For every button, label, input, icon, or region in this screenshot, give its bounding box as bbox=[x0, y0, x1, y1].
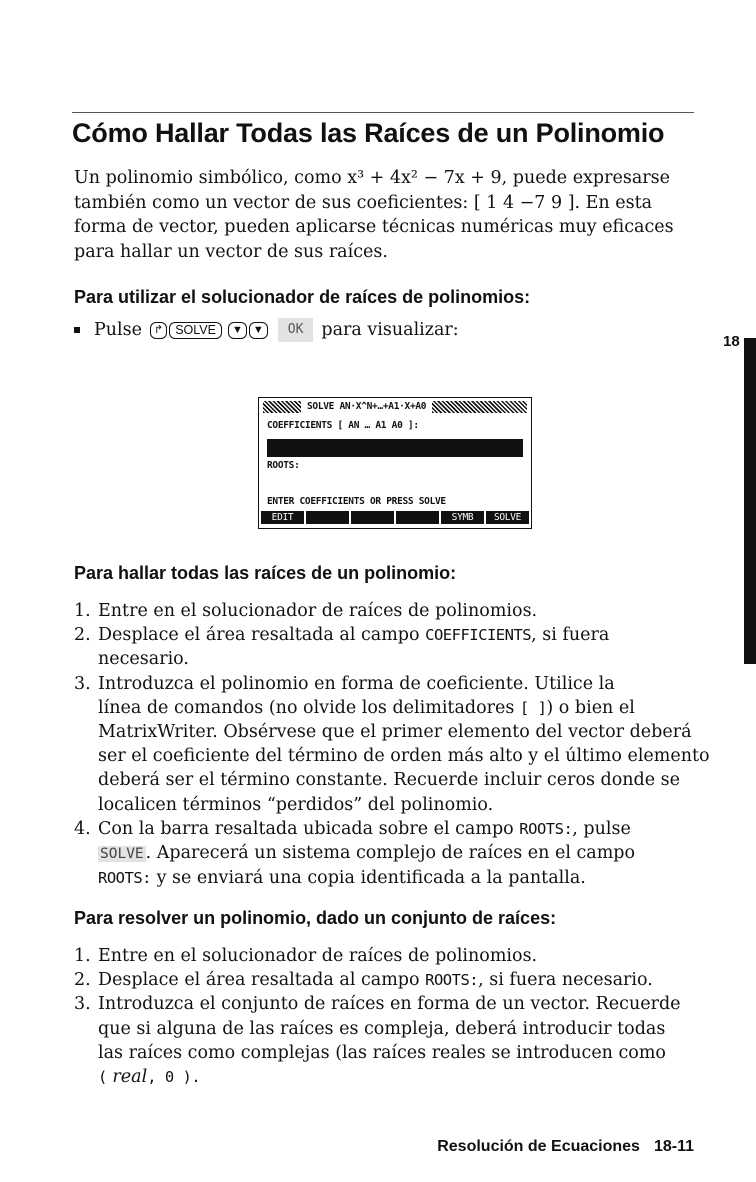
tail-text: para visualizar: bbox=[321, 320, 459, 340]
list-item bbox=[74, 992, 681, 1089]
step-text: MatrixWriter. Obsérvese que el primer elemento del vector deberá bbox=[98, 722, 692, 743]
intro-line: forma de vector, pueden aplicarse técnicas numéricas muy eficaces bbox=[74, 217, 674, 237]
page-title: Cómo Hallar Todas las Raíces de un Polinomio bbox=[72, 118, 665, 148]
step-text: Desplace el área resaltada al campo bbox=[98, 625, 420, 646]
step-text: Con la barra resaltada ubicada sobre el campo bbox=[98, 818, 514, 839]
step-text: localicen términos “perdidos” del polinomio. bbox=[98, 794, 494, 815]
symb-softkey[interactable]: SYMB bbox=[441, 511, 484, 524]
complex-code: , 0 ). bbox=[147, 1068, 201, 1087]
section-heading-find-roots: Para hallar todas las raíces de un polinomio: bbox=[74, 563, 457, 583]
step-number: 2. bbox=[74, 970, 91, 991]
step-text: Desplace el área resaltada al campo bbox=[98, 970, 420, 991]
ok-softkey: OK bbox=[278, 318, 314, 342]
step-text: Introduzca el polinomio en forma de coeficiente. Utilice la bbox=[98, 673, 615, 694]
list-item bbox=[74, 968, 681, 992]
hatch-pattern-icon bbox=[432, 401, 527, 413]
solve-from-roots-steps bbox=[74, 944, 681, 1089]
step-number: 3. bbox=[74, 994, 91, 1015]
softkey-menu bbox=[261, 511, 529, 524]
step-number: 3. bbox=[74, 673, 91, 694]
list-item bbox=[74, 623, 710, 671]
step-text: deberá ser el término constante. Recuerde incluir ceros donde se bbox=[98, 770, 680, 791]
step-number: 1. bbox=[74, 946, 91, 966]
field-name-code: ROOTS: bbox=[425, 971, 479, 990]
paren-code: ( bbox=[98, 1068, 107, 1087]
section-heading-use-solver: Para utilizar el solucionador de raíces de polinomios: bbox=[74, 287, 531, 307]
step-number: 4. bbox=[74, 818, 91, 839]
step-text: , si fuera necesario. bbox=[478, 970, 653, 991]
intro-line: también como un vector de sus coeficientes: [ 1 4 −7 9 ]. En esta bbox=[74, 192, 653, 213]
down-arrow-key-icon: ▼ bbox=[249, 322, 268, 339]
step-text: y se enviará una copia identificada a la pantalla. bbox=[156, 868, 586, 889]
edit-softkey[interactable]: EDIT bbox=[261, 511, 304, 524]
step-text: Entre en el solucionador de raíces de polinomios. bbox=[98, 601, 538, 621]
screen-prompt: ENTER COEFFICIENTS OR PRESS SOLVE bbox=[267, 496, 446, 507]
top-rule bbox=[72, 112, 694, 113]
screen-title: SOLVE AN·X^N+…+A1·X+A0 bbox=[307, 401, 427, 412]
step-text: que si alguna de las raíces es compleja, deberá introducir todas bbox=[98, 1018, 666, 1039]
page-footer bbox=[437, 1138, 694, 1156]
step-text: necesario. bbox=[98, 649, 189, 670]
list-item bbox=[74, 672, 710, 817]
list-item bbox=[74, 944, 681, 968]
hatch-pattern-icon bbox=[263, 401, 301, 413]
solve-key: SOLVE bbox=[169, 322, 222, 339]
step-text: ) o bien el bbox=[546, 697, 635, 718]
step-text: Introduzca el conjunto de raíces en forma de un vector. Recuerde bbox=[98, 994, 681, 1015]
down-arrow-key-icon: ▼ bbox=[228, 322, 247, 339]
section-heading-solve-from-roots: Para resolver un polinomio, dado un conjunto de raíces: bbox=[74, 908, 557, 928]
blank-softkey[interactable] bbox=[306, 511, 349, 524]
right-shift-key-icon: ↱ bbox=[150, 322, 167, 339]
calculator-screen bbox=[258, 397, 532, 529]
step-text: , si fuera bbox=[531, 625, 610, 646]
step-text: . Aparecerá un sistema complejo de raíces en el campo bbox=[145, 843, 636, 864]
delimiter-code: [ ] bbox=[519, 698, 547, 717]
step-number: 2. bbox=[74, 625, 91, 646]
step-text: las raíces como complejas (las raíces reales se introducen como bbox=[98, 1042, 666, 1063]
chapter-tab-bar bbox=[744, 338, 756, 664]
field-name-code: ROOTS: bbox=[98, 869, 151, 888]
step-text: ser el coeficiente del término de orden más alto y el último elemento bbox=[98, 746, 710, 767]
field-name-code: COEFFICIENTS bbox=[425, 626, 532, 645]
screen-title-bar bbox=[259, 398, 531, 415]
blank-softkey[interactable] bbox=[396, 511, 439, 524]
coefficients-label: COEFFICIENTS [ AN … A1 A0 ]: bbox=[267, 420, 419, 431]
intro-line: para hallar un vector de sus raíces. bbox=[74, 241, 388, 262]
intro-line: Un polinomio simbólico, como x³ + 4x² − 7x + 9, puede expresarse bbox=[74, 168, 670, 188]
field-name-code: ROOTS: bbox=[519, 819, 573, 838]
pulse-text: Pulse bbox=[94, 320, 142, 340]
roots-label: ROOTS: bbox=[267, 460, 300, 471]
list-item bbox=[74, 817, 710, 891]
find-roots-steps bbox=[74, 599, 710, 890]
intro-paragraph bbox=[74, 166, 694, 264]
step-text: , pulse bbox=[572, 818, 631, 839]
bullet-icon bbox=[74, 327, 80, 333]
step-number: 1. bbox=[74, 601, 91, 621]
footer-chapter-title: Resolución de Ecuaciones bbox=[437, 1138, 640, 1155]
step-text: línea de comandos (no olvide los delimitadores bbox=[98, 697, 515, 718]
list-item bbox=[74, 599, 710, 623]
blank-softkey[interactable] bbox=[351, 511, 394, 524]
bullet-instruction bbox=[74, 318, 459, 342]
chapter-tab-number: 18 bbox=[723, 333, 740, 350]
solve-softkey-ref: SOLVE bbox=[100, 846, 144, 863]
page-number: 18-11 bbox=[653, 1138, 694, 1155]
solve-softkey[interactable]: SOLVE bbox=[486, 511, 529, 524]
real-var: real bbox=[112, 1067, 148, 1088]
coefficients-field-highlight[interactable] bbox=[267, 439, 523, 457]
step-text: Entre en el solucionador de raíces de polinomios. bbox=[98, 946, 538, 966]
